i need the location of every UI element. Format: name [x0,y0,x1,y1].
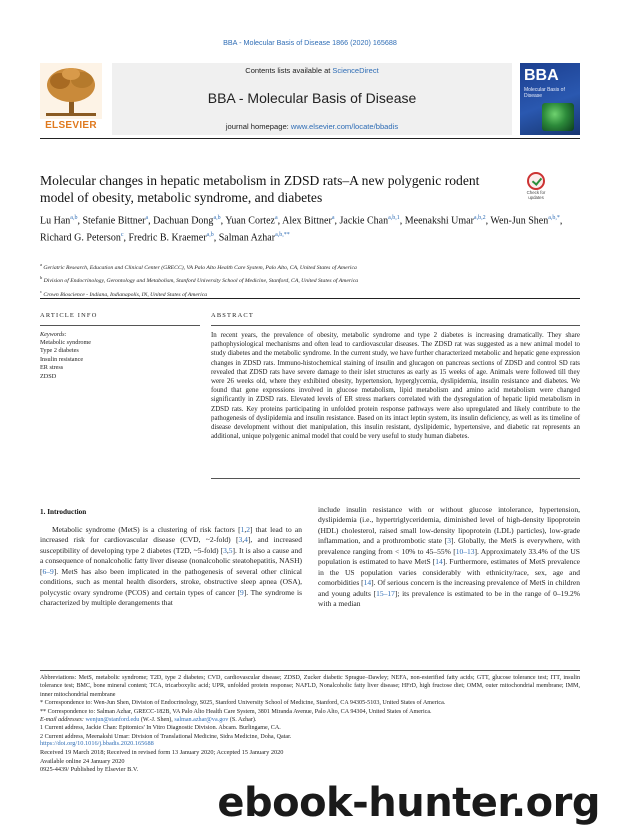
body-text: ]. Of serious concern is the increasing prevalence of MetS in children and young adults [ [318,578,580,598]
body-text: ] that lead to an increased risk for cardiovascular disease (CVD, ~2-fold) [ [40,525,303,545]
citation-link[interactable]: 4 [244,535,248,545]
correspondence-footnote-2: ** Correspondence to: Salman Azhar, GRECC-182B, VA Palo Alto Health Care System, 3801 Miranda Avenue, Palo Alto, CA 94304, United States of America. [40,708,432,715]
author-affiliation-mark[interactable]: a,b [70,215,78,221]
footnotes [40,674,580,741]
author-affiliation-mark[interactable]: a [274,215,278,221]
email-footnote [40,716,580,724]
citation-link[interactable]: 10–13 [455,546,475,556]
author-name[interactable]: Jackie Chan [339,215,389,227]
date-line: 0925-4439/ Published by Elsevier B.V. [40,766,139,774]
footnote-rule [40,670,580,671]
article-info-rule [40,325,200,326]
keyword-item: ER stress [40,364,64,372]
email-owner-shen: (W.-J. Shen), [140,717,173,724]
citation-link[interactable]: 9 [239,587,244,597]
author-affiliation-mark[interactable]: a [145,215,149,221]
body-text: , [242,535,245,545]
journal-reference[interactable]: BBA - Molecular Basis of Disease 1866 (2020) 165688 [223,38,397,47]
body-text: ]; its prevalence is estimated to be in the range of 0–19.2% with a median [318,588,580,609]
doi-link[interactable]: https://doi.org/10.1016/j.bbadis.2020.165688 [40,740,154,747]
affiliation-mark: a [40,262,42,267]
affiliation-text: Crown Bioscience - Indiana, Indianapolis, IN, United States of America [42,291,208,298]
author-affiliation-mark[interactable]: a,b [206,232,214,239]
check-updates-label: Check for updates [526,190,546,200]
contents-prefix: Contents lists available at [245,66,331,75]
abstract-text: In recent years, the prevalence of obesity, metabolic syndrome and type 2 diabetes is increasing dramatically. They share pathophysiological mechanisms and often lead to cardiovascular diseases. The ZDSD rat was suggested as a new animal model to study diabetes and the metabolic syndrome. In the current study, we have further characterized metabolic and hepatic gene expression changes in ZDSD rats. Immuno-histochemical staining of insulin and glucagon on pancreas sections of ZDSD and control SD rats revealed that ZDSD rats have severe damage to their islet structures as early as 15 weeks of age. Animals were followed till they were 26 weeks old, where they exhibited obesity, hypertension, hyperglycemia, dyslipidemia, insulin resistance and diabetes. We found that gene expressions involved in glucose metabolism, lipid metabolism and amino acid metabolism were changed significantly in ZDSD rats. Elevated levels of ER stress markers correlated with the dysregulation of hepatic lipid metabolism in ZDSD rats. Key proteins participating in unfolded protein response pathways were also upregulated and likely contribute to the pathogenesis of dyslipidemia and insulin resistance. Based on its intact leptin system, its insulin deficiency, as well as its timeline of disease development without diet manipulation, this insulin resistant, dyslipidemic, hypertensive, and diabetic rat represents an additional, unique polygenic animal model that could be very useful to study human diabetes. [211,332,580,441]
author-name[interactable]: Yuan Cortez [225,215,275,227]
citation-link[interactable]: 1 [240,525,245,534]
homepage-line [112,122,512,131]
introduction-left-column [40,525,302,609]
author-affiliation-mark[interactable]: a,b,1 [388,215,400,221]
check-for-updates-button[interactable] [523,172,549,204]
publication-dates [40,749,283,775]
affiliation-mark: c [40,288,42,294]
introduction-right-column [318,505,580,610]
affiliation-text: Geriatric Research, Education and Clinical Center (GRECC), VA Palo Alto Health Care System, Palo Alto, CA, United States of America [42,264,357,271]
abstract-bottom-rule [211,478,580,479]
sciencedirect-link[interactable]: ScienceDirect [332,66,379,75]
body-text: Metabolic syndrome (MetS) is a clustering of risk factors [ [52,525,241,534]
body-text: ]. Globally, the MetS is everywhere, with prevalence ranging from < 10% to 45–55% [ [318,536,580,556]
keyword-list [40,339,91,381]
body-text: ]. Furthermore, estimates of MetS prevalence in the US population varies considerably with ethnicity/race, sex, age and comorbidities [ [318,557,580,588]
author-name[interactable]: Richard G. Peterson [40,232,121,244]
body-text: ]. It is also a cause and a consequence of nonalcoholic fatty liver disease (nonalcoholic steatohepatitis, NASH) [ [40,545,302,576]
author-name[interactable]: Alex Bittner [282,215,332,227]
citation-link[interactable]: 2 [246,525,250,534]
citation-link[interactable]: 14 [363,578,372,588]
author-affiliation-mark[interactable]: a,b,2 [473,215,486,221]
date-line: Available online 24 January 2020 [40,757,125,765]
citation-link[interactable]: 3 [447,536,451,546]
citation-link[interactable]: 5 [228,545,233,555]
journal-title: BBA - Molecular Basis of Disease [207,90,417,106]
author-name[interactable]: Wen-Jun Shen [490,215,549,227]
cover-title: BBA [524,67,559,84]
keywords-label: Keywords: [40,331,67,338]
keyword-item: Metabolic syndrome [40,339,92,346]
author-name[interactable]: Fredric B. Kraemer [128,232,207,244]
journal-cover-image [520,63,580,135]
keyword-item: Insulin resistance [40,355,84,363]
author-list: Lu Han$^{a,b}$, Stefanie Bittner$^a$, Dachuan Dong$^{a,b}$, Yuan Cortez$^a$, Alex Bittner$^a$, Jackie Chan$^{a,b,1}$, Meenakshi Umar$^{a,b,2}$, Wen-Jun Shen$^{a,b,*}$, Richard G. Peterson$^c$, Fredric B. Kraemer$^{a,b}$, Salman Azhar$^{a,b,**}$ [40,215,563,244]
email-owner-azhar: (S. Azhar). [229,717,257,724]
homepage-link[interactable]: www.elsevier.com/locate/bbadis [290,122,399,131]
email-link-azhar[interactable]: salman.azhar@va.gov [174,717,229,724]
date-line: Received 19 March 2018; Received in revised form 13 January 2020; Accepted 15 January 2020 [40,749,284,756]
current-address-footnote-2: 2 Current address, Meenakshi Umar: Division of Translational Medicine, Sidra Medicine, Doha, Qatar. [40,733,292,740]
article-info-heading: ARTICLE INFO [40,312,98,319]
article-title: Molecular changes in hepatic metabolism in ZDSD rats–A new polygenic rodent model of obesity, metabolic syndrome, and diabetes [40,173,480,205]
email-link-shen[interactable]: wenjun@stanford.edu [85,717,140,724]
author-name[interactable]: Salman Azhar [218,232,276,244]
author-affiliation-mark[interactable]: a [331,215,335,221]
keyword-item: Type 2 diabetes [40,347,79,355]
body-text: , [226,545,229,555]
header-rule [40,138,580,139]
introduction-heading: 1. Introduction [40,508,87,516]
affiliation-mark: b [40,275,43,281]
affiliation-line [40,273,580,286]
affiliations-rule [40,298,580,299]
contents-line [112,66,512,75]
correspondence-footnote-1: * Correspondence to: Wen-Jun Shen, Division of Endocrinology, S025, Stanford University School of Medicine, Stanford, CA 94305-5103, United States of America. [40,700,446,707]
abstract-heading: ABSTRACT [211,312,254,319]
citation-link[interactable]: 14 [435,557,443,567]
author-name[interactable]: Stefanie Bittner [82,215,146,227]
cover-subtitle: Molecular Basis of Disease [524,87,565,99]
body-text: , [244,525,247,534]
author-name[interactable]: Lu Han [40,215,71,227]
citation-link[interactable]: 3 [238,535,243,545]
citation-link[interactable]: 15–17 [376,588,395,598]
homepage-prefix: journal homepage: [225,122,289,131]
abbreviations-footnote: Abbreviations: MetS, metabolic syndrome; T2D, type 2 diabetes; CVD, cardiovascular disease; ZDSD, Zucker diabetic Sprague–Dawley; NEFA, non-esterified fatty acids; GTT, glucose tolerance test; ITT, insulin tolerance test; BMC, bone mineral content; TCA, tricarboxylic acid; UPR, unfolded protein response; NAFLD, Nonalcoholic fatty liver disease; HFrD, high fructose diet; OMM, outer mitochondrial membrane; IMM, inner mitochondrial membrane [40,675,580,698]
elsevier-wordmark: ELSEVIER [45,120,97,131]
author-affiliation-mark[interactable]: a,b,* [548,215,560,221]
check-updates-icon [527,172,545,190]
affiliation-text: Division of Endocrinology, Gerontology and Metabolism, Stanford University School of Medicine, Stanford, CA, United States of America [42,278,359,285]
body-text: ]. Approximately 33.4% of the US population is estimated to have MetS [ [318,546,580,567]
body-text: ], and increased susceptibility of developing type 2 diabetes (T2D, ~5-fold) [ [40,535,302,555]
affiliations [40,260,580,300]
current-address-footnote-1: 1 Current address, Jackie Chan: Epitomics' In Vitro Diagnostic Division. Abcam. Burlingame, CA. [40,725,281,732]
cover-artwork [542,103,574,131]
watermark-text: ebook-hunter.org [217,780,600,826]
keyword-item: ZDSD [40,372,57,380]
abstract-rule [211,325,580,326]
author-affiliation-mark[interactable]: a,b [213,215,221,221]
author-affiliation-mark[interactable]: c [120,232,124,239]
citation-link[interactable]: 6–9 [42,566,54,576]
body-text: ]. MetS has also been implicated in the pathogenesis of several other clinical conditions, such as mental health disorders, stroke, obstructive sleep apnea (OSA), polycystic ovary syndrome (PCOS) and certain types of cancer [ [40,566,302,597]
body-text: include insulin resistance with or without glucose intolerance, hypertension, dyslipidemia (i.e., hypertriglyceridemia, diminished level of high-density lipoprotein (HDL) cholesterol, raised small low-density lipoprotein (LDL) particles), low-grade inflammation, and a prothrombotic state [ [318,505,580,546]
affiliation-line [40,260,580,273]
author-name[interactable]: Meenakshi Umar [404,215,474,227]
email-label: E-mail addresses: [40,717,84,724]
author-name[interactable]: Dachuan Dong [153,215,214,227]
author-affiliation-mark[interactable]: a,b,** [275,232,290,239]
body-text: ]. The syndrome is characterized by multiple derangements that [40,587,303,608]
citation-link[interactable]: 3 [223,545,227,555]
